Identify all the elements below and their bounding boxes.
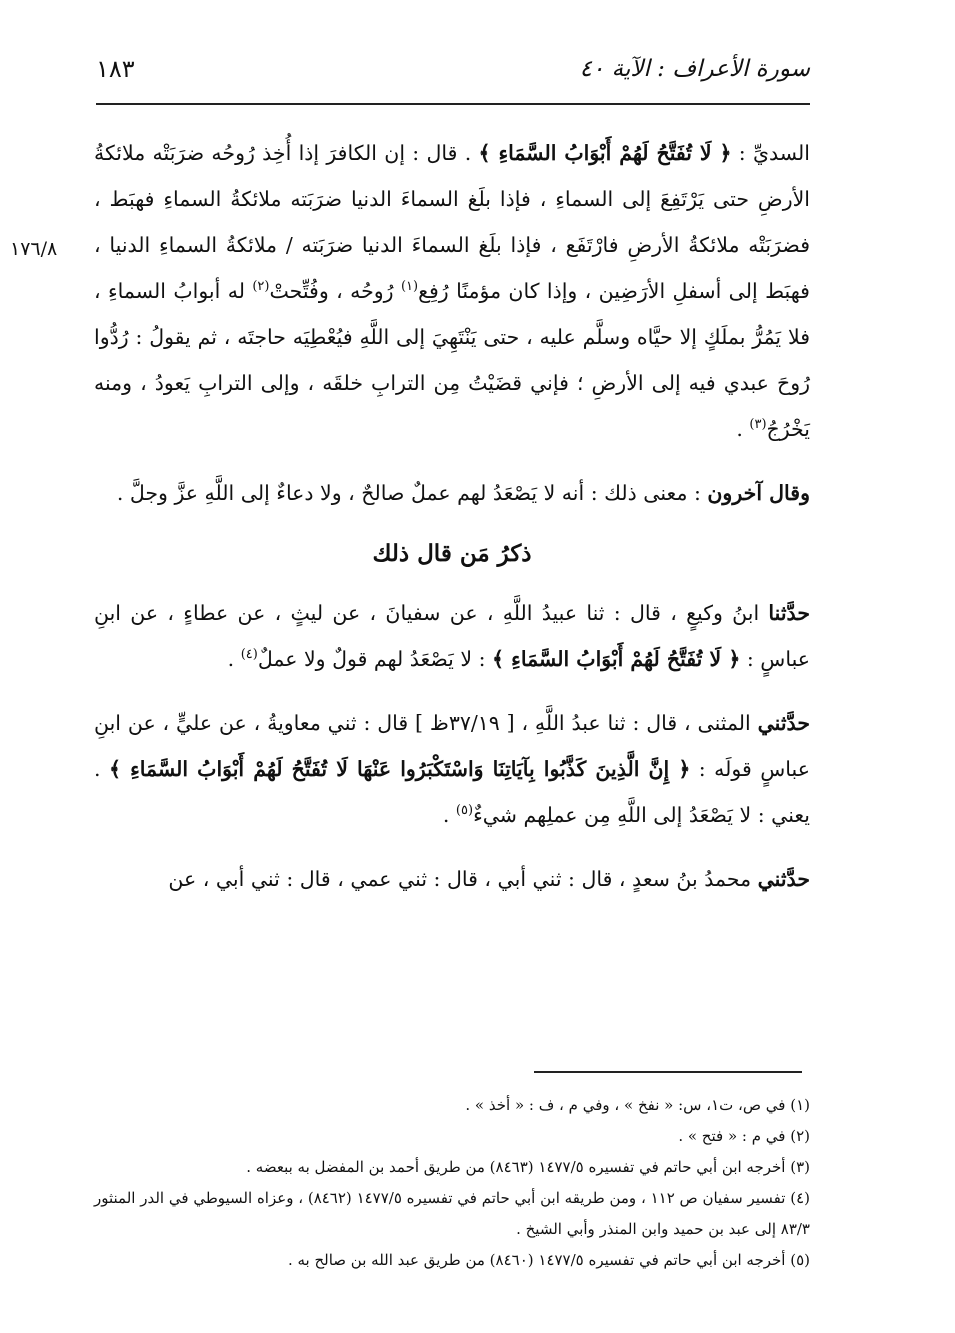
footnote-2: (٢) في م : « فتح » . [678, 1127, 810, 1145]
running-title: سورة الأعراف : الآية ٤٠ [579, 56, 810, 82]
footnote-4: (٤) تفسير سفيان ص ١١٢ ، ومن طريقه ابن أبي حاتم في تفسيره ١٤٧٧/٥ (٨٤٦٢) ، وعزاه السيوطي في الدر المنثور ٨٣/٣ إلى عبد بن حميد وابن المنذر وأبي الشيخ . [94, 1189, 810, 1238]
paragraph-1 [94, 130, 810, 452]
footnote-marker: (٤) [240, 647, 258, 663]
text: . قال : إن الكافرَ إذا أُخِذ رُوحُه ضرَبَتْه ملائكةُ الأرضِ حتى يَرْتَفِعَ إلى السماءِ ، فإذا بلَغ السماءَ الدنيا ضرَبَته ملائكةُ السماءِ فهبَط ، فضرَبَتْه ملائكةُ الأرضِ فارْتَفَع ، فإذا بلَغ السماءَ الدنيا ضرَبَته / ملائكةُ السماءِ الدنيا ، فهبَط إلى أسفلِ الأرَضِين ، وإذا كان مؤمنًا رُفِع [94, 141, 810, 303]
text: . [736, 417, 750, 441]
footnote-rule [534, 1071, 802, 1073]
paragraph-2 [94, 470, 810, 516]
text: . يعني : لا يَصْعَدُ إلى اللَّهِ مِن عملِهم شيءٌ [94, 757, 810, 827]
text: ابنُ وكيعٍ ، قال : ثنا عبيدُ اللَّهِ ، عن سفيانَ ، عن ليثٍ ، عن عطاءٍ ، عن ابنِ عباسٍ : [94, 601, 810, 671]
footnotes [94, 1090, 810, 1276]
quran-verse: ﴿ لَا تُفَتَّحُ لَهُمْ أَبْوَابُ السَّمَاءِ ﴾ [492, 647, 741, 671]
text: المثنى ، قال : ثنا عبدُ اللَّهِ ، [ ٣٧/١٩ظ ] قال : ثني معاويةُ ، عن عليٍّ ، عن ابنِ عباسٍ قولَه : [94, 711, 810, 781]
paragraph-5 [94, 856, 810, 902]
text: له أبوابُ السماءِ ، فلا يَمُرُّ بملَكٍ إلا حيَّاه وسلَّم عليه ، حتى يَنْتَهِيَ إلى اللَّهِ فيُعْطِيَه حاجتَه ، ثم يقولُ : رُدُّوا رُوحَ عبدي فيه إلى الأرضِ ؛ فإني قضَيْتُ مِن الترابِ خلقَه ، وإلى الترابِ يَعودُ ، ومنه يَخْرُجُ [94, 279, 810, 441]
header-rule [96, 103, 810, 105]
quran-verse: ﴿ لَا تُفَتَّحُ لَهُمْ أَبْوَابُ السَّمَاءِ ﴾ [478, 141, 732, 165]
footnote-3: (٣) أخرجه ابن أبي حاتم في تفسيره ١٤٧٧/٥ (٨٤٦٣) من طريق أحمد بن المفضل به ببعضه . [246, 1158, 810, 1176]
quran-verse: ﴿ إِنَّ الَّذِينَ كَذَّبُوا بِآيَاتِنَا وَاسْتَكْبَرُوا عَنْهَا لَا تُفَتَّحُ لَهُمْ أَبْوَابُ السَّمَاءِ ﴾ [108, 757, 691, 781]
text: : لا يَصْعَدُ لهم قولٌ ولا عملٌ [257, 647, 493, 671]
paragraph-3 [94, 590, 810, 682]
footnote-marker: (٣) [749, 417, 767, 433]
text: رُوحُه ، وفُتِّحتْ [269, 279, 401, 303]
footnote-marker: (٥) [455, 803, 474, 819]
paragraph-lead: حدَّثني [757, 867, 810, 891]
footnote-marker: (٢) [252, 279, 270, 295]
text: السديِّ : [731, 141, 810, 165]
text: . [442, 803, 456, 827]
footnote-5: (٥) أخرجه ابن أبي حاتم في تفسيره ١٤٧٧/٥ (٨٤٦٠) من طريق عبد الله بن صالح به . [287, 1251, 810, 1269]
page-number: ١٨٣ [96, 55, 135, 83]
footnote-marker: (١) [400, 279, 419, 295]
paragraph-lead: حدَّثنا [768, 601, 810, 625]
page-header [96, 44, 810, 94]
text: . [227, 647, 241, 671]
footnote-1: (١) في ص، ت١، س: « نفخ » ، وفي م ، ف : « أخذ » . [465, 1096, 810, 1114]
section-heading: ذكرُ مَن قال ذلك [372, 540, 532, 567]
paragraph-lead: وقال آخرون [707, 481, 810, 505]
paragraph-lead: حدَّثني [757, 711, 810, 735]
paragraph-4 [94, 700, 810, 838]
text: محمدُ بنُ سعدٍ ، قال : ثني أبي ، قال : ثني عمي ، قال : ثني أبي ، عن [168, 867, 758, 891]
main-text [94, 130, 810, 902]
text: : معنى ذلك : أنه لا يَصْعَدُ لهم عملٌ صالحٌ ، ولا دعاءٌ إلى اللَّهِ عزَّ وجلَّ . [116, 481, 708, 505]
margin-reference: ١٧٦/٨ [10, 238, 58, 260]
